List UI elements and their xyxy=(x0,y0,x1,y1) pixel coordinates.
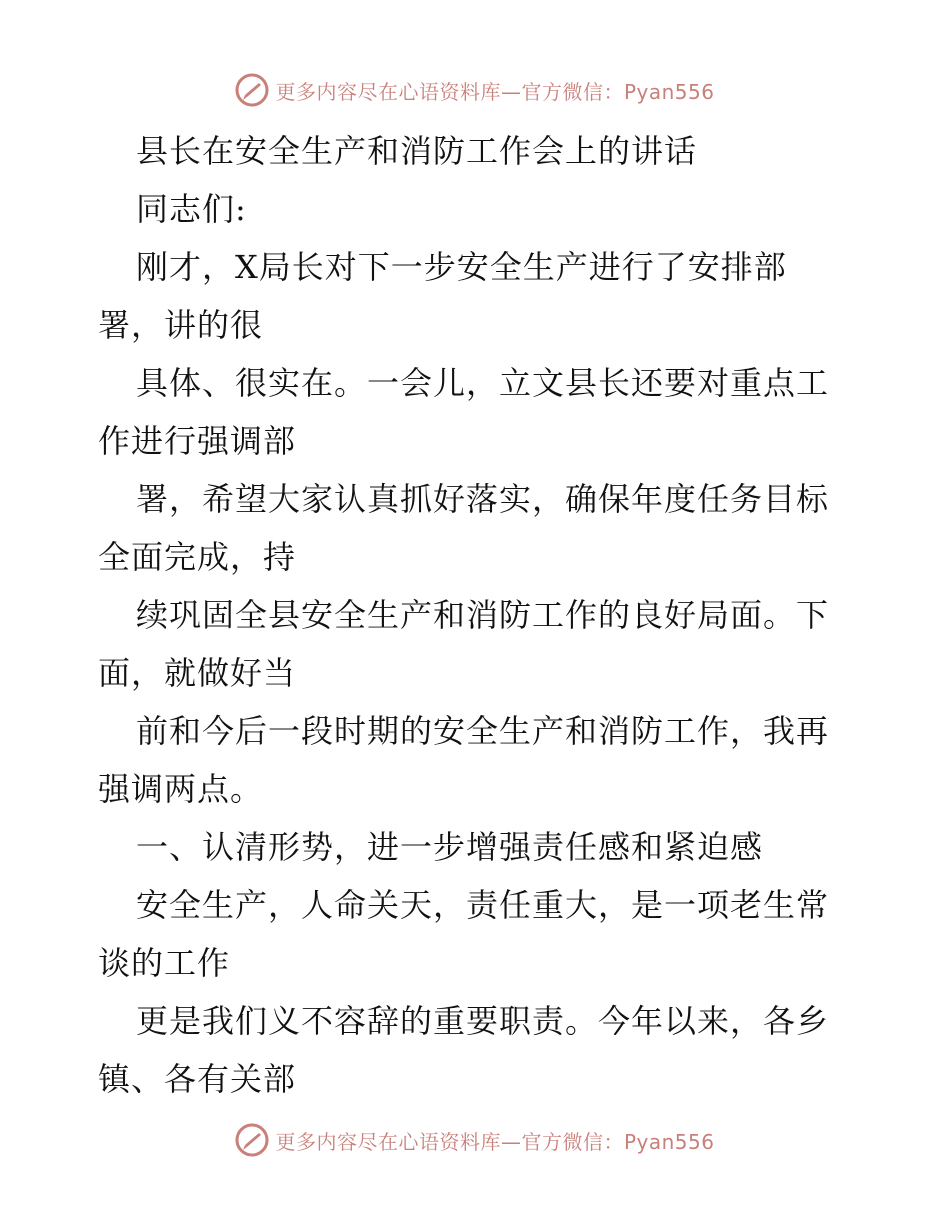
banner-contact: 官方微信：Pyan556 xyxy=(521,79,715,104)
banner-text xyxy=(275,76,714,105)
logo-icon xyxy=(235,1123,269,1157)
text-line: 全面完成，持 xyxy=(98,538,297,576)
text-line: 更是我们义不容辞的重要职责。今年以来，各乡 xyxy=(136,1002,830,1040)
banner-dash: — xyxy=(500,1129,522,1154)
banner-title: 更多内容尽在心语资料库 xyxy=(275,1129,501,1154)
text-line: 具体、很实在。一会儿，立文县长还要对重点工 xyxy=(136,364,830,402)
text-line: 镇、各有关部 xyxy=(98,1060,297,1098)
text-line: 作进行强调部 xyxy=(98,422,297,460)
text-line: 前和今后一段时期的安全生产和消防工作，我再 xyxy=(136,712,830,750)
logo-icon xyxy=(235,73,269,107)
text-line: 安全生产，人命关天，责任重大，是一项老生常 xyxy=(136,886,830,924)
text-line: 一、认清形势，进一步增强责任感和紧迫感 xyxy=(136,828,764,866)
banner-contact: 官方微信：Pyan556 xyxy=(521,1129,715,1154)
banner-dash: — xyxy=(500,79,522,104)
banner-text xyxy=(275,1126,714,1155)
text-line: 续巩固全县安全生产和消防工作的良好局面。下 xyxy=(136,596,830,634)
text-line: 署，讲的很 xyxy=(98,306,264,344)
header-banner xyxy=(0,70,950,110)
banner-title: 更多内容尽在心语资料库 xyxy=(275,79,501,104)
text-line: 谈的工作 xyxy=(98,944,231,982)
footer-banner xyxy=(0,1120,950,1160)
document-body xyxy=(98,122,858,1108)
text-line: 署，希望大家认真抓好落实，确保年度任务目标 xyxy=(136,480,830,518)
text-line: 同志们: xyxy=(136,190,247,228)
text-line: 强调两点。 xyxy=(98,770,264,808)
text-line: 面，就做好当 xyxy=(98,654,297,692)
text-line: 刚才，X局长对下一步安全生产进行了安排部 xyxy=(136,248,787,286)
text-line: 县长在安全生产和消防工作会上的讲话 xyxy=(136,132,698,170)
